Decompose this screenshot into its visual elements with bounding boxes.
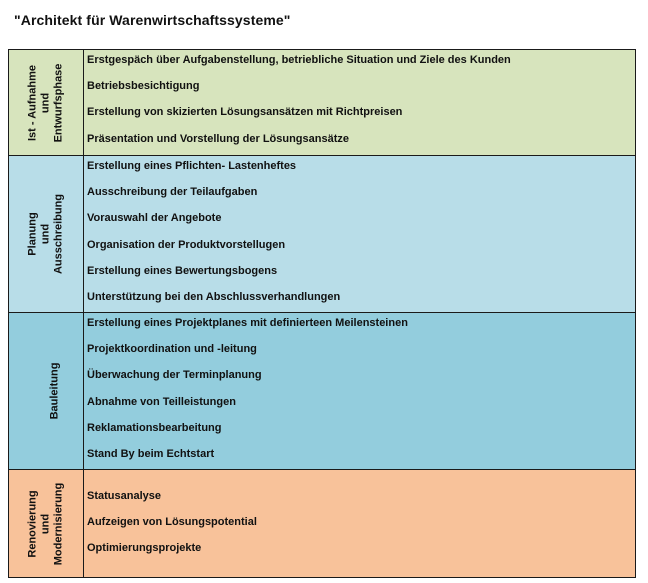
task-item: Präsentation und Vorstellung der Lösungsansätze — [87, 132, 350, 145]
task-item: Abnahme von Teilleistungen — [87, 395, 236, 408]
task-item: Aufzeigen von Lösungspotential — [87, 516, 257, 529]
section-label-line: Bauleitung — [48, 362, 61, 420]
section-renovierung — [9, 470, 635, 577]
task-item: Erstellung von skizierten Lösungsansätzen mit Richtpreisen — [87, 106, 403, 119]
section-label-line: Entwurfsphase — [52, 63, 65, 142]
phase-table — [8, 49, 636, 578]
section-label — [27, 482, 66, 565]
section-label — [49, 363, 62, 420]
section-bauleitung — [9, 313, 635, 470]
task-item: Erstellung eines Projektplanes mit definierteen Meilensteinen — [87, 317, 408, 329]
section-label-line: Modernisierung — [52, 482, 65, 565]
task-item: Überwachung der Terminplanung — [87, 369, 262, 382]
task-item: Vorauswahl der Angebote — [87, 212, 222, 225]
section-label-cell — [9, 470, 84, 577]
task-item: Betriebsbesichtigung — [87, 80, 200, 93]
task-item: Erstellung eines Pflichten- Lastenheftes — [87, 160, 297, 172]
section-label-cell — [9, 156, 84, 312]
section-label-line: und — [39, 513, 52, 534]
section-label-cell — [9, 50, 84, 155]
section-label-line: Ausschreibung — [52, 193, 65, 275]
section-label-line: Renovierung — [26, 489, 39, 558]
task-item: Stand By beim Echtstart — [87, 447, 215, 460]
section-items — [84, 470, 635, 577]
task-item: Statusanalyse — [87, 490, 161, 502]
document-title: "Architekt für Warenwirtschaftssysteme" — [14, 12, 291, 28]
task-item: Organisation der Produktvorstellugen — [87, 238, 286, 251]
section-items — [84, 156, 635, 312]
task-item: Erstellung eines Bewertungsbogens — [87, 264, 278, 277]
section-label — [27, 194, 66, 274]
task-item: Unterstützung bei den Abschlussverhandlungen — [87, 290, 341, 303]
section-label — [27, 63, 66, 142]
task-item: Projektkoordination und -leitung — [87, 343, 257, 356]
section-label-line: und — [39, 92, 52, 113]
section-ist-aufnahme — [9, 50, 635, 156]
section-label-line: und — [39, 223, 52, 245]
section-items — [84, 50, 635, 155]
section-label-line: Ist - Aufnahme — [26, 64, 39, 141]
task-item: Erstgespäch über Aufgabenstellung, betriebliche Situation und Ziele des Kunden — [87, 54, 511, 66]
section-label-line: Planung — [26, 212, 39, 256]
task-item: Ausschreibung der Teilaufgaben — [87, 186, 258, 199]
section-items — [84, 313, 635, 469]
section-label-cell — [9, 313, 84, 469]
task-item: Reklamationsbearbeitung — [87, 421, 222, 434]
task-item: Optimierungsprojekte — [87, 542, 202, 555]
section-planung — [9, 156, 635, 313]
